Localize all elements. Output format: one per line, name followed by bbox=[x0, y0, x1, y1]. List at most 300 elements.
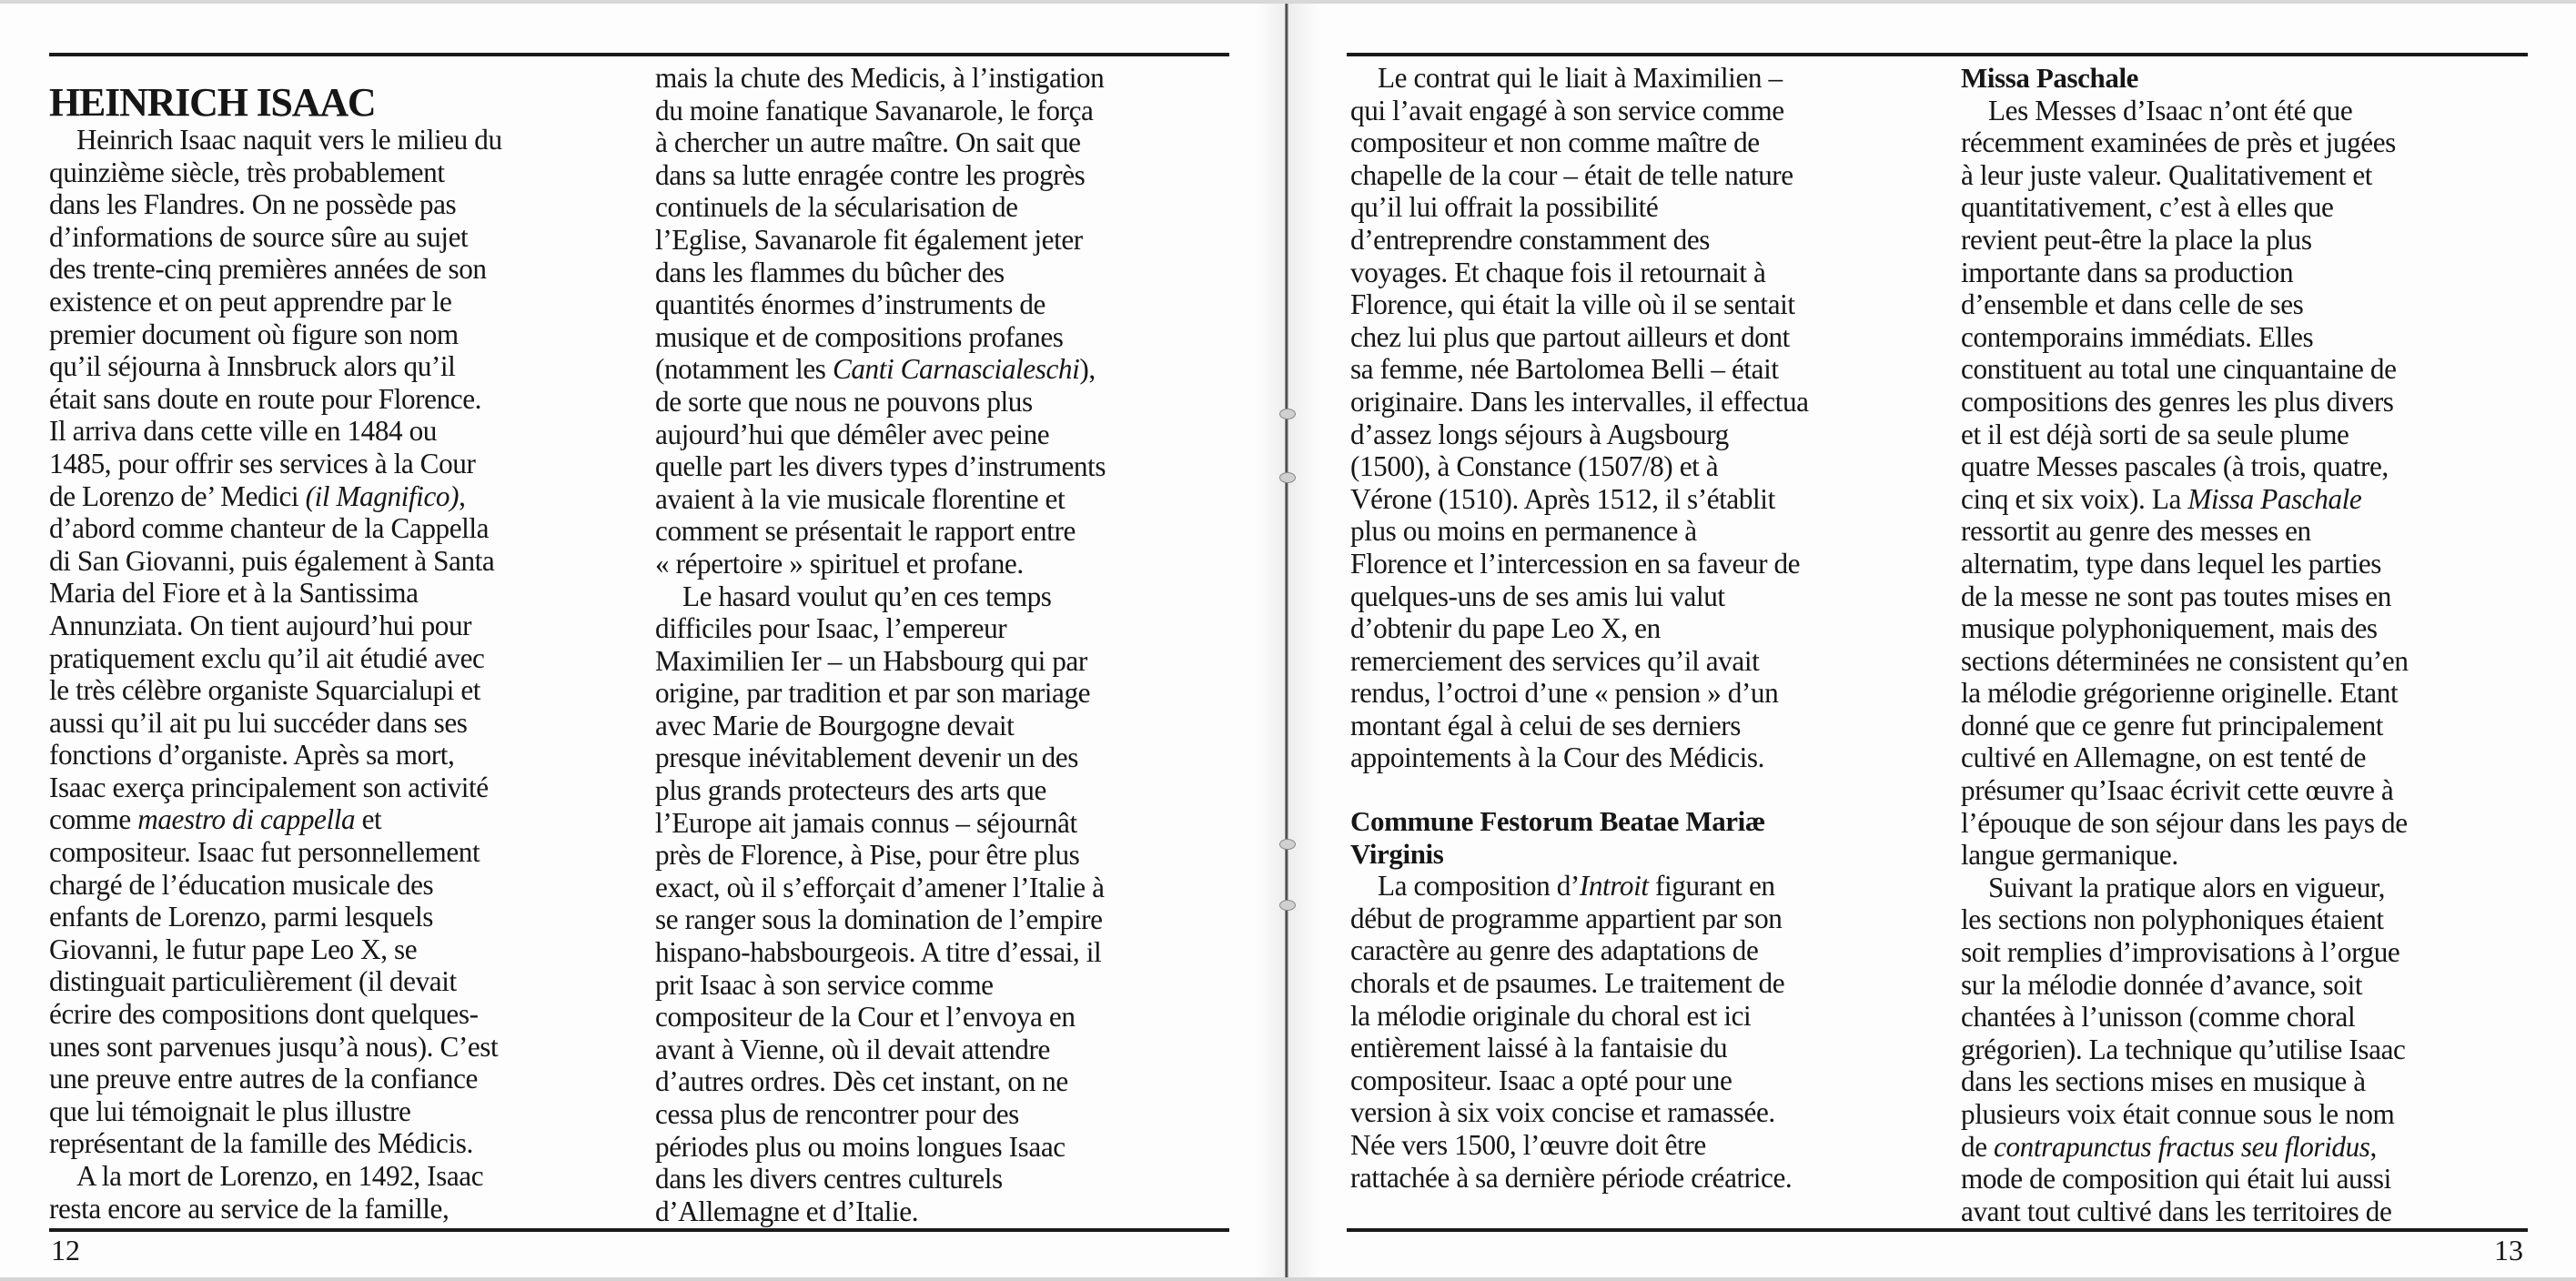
text-run: d’ensemble et dans celle de ses bbox=[1961, 288, 2304, 321]
text-line bbox=[655, 936, 1237, 969]
text-line bbox=[49, 610, 631, 642]
text-line bbox=[49, 1031, 631, 1064]
text-run: et bbox=[355, 803, 382, 836]
text-line bbox=[49, 1063, 631, 1095]
text-run: d’entreprendre constamment des bbox=[1350, 223, 1711, 256]
text-line bbox=[1961, 612, 2543, 645]
text-run: constituent au total une cinquantaine de bbox=[1961, 353, 2397, 386]
section-gap bbox=[1350, 774, 1933, 805]
text-line bbox=[655, 515, 1237, 548]
text-line bbox=[655, 710, 1237, 742]
text-line bbox=[1350, 419, 1933, 451]
text-line bbox=[655, 224, 1237, 257]
text-run: près de Florence, à Pise, pour être plus bbox=[655, 839, 1080, 872]
text-run: prit Isaac à son service comme bbox=[655, 968, 994, 1001]
page-number-right: 13 bbox=[2494, 1234, 2523, 1266]
text-run: fonctions d’organiste. Après sa mort, bbox=[49, 739, 455, 772]
text-line bbox=[49, 869, 631, 902]
italic-term: contrapunctus fractus seu floridus bbox=[1994, 1130, 2370, 1163]
text-line bbox=[49, 415, 631, 448]
text-line bbox=[1961, 774, 2543, 807]
text-run: quantités énormes d’instruments de bbox=[655, 288, 1046, 321]
text-line bbox=[655, 1163, 1237, 1195]
text-run: qui l’avait engagé à son service comme bbox=[1350, 94, 1784, 126]
text-line bbox=[49, 674, 631, 707]
text-run: continuels de la sécularisation de bbox=[655, 191, 1018, 224]
text-run: presque inévitablement devenir un des bbox=[655, 741, 1078, 774]
text-line bbox=[1350, 450, 1933, 483]
text-line bbox=[1350, 95, 1933, 127]
text-line bbox=[1350, 612, 1933, 645]
text-run: pratiquement exclu qu’il ait étudié avec bbox=[49, 641, 485, 674]
section-heading-missa-paschale: Missa Paschale bbox=[1961, 62, 2139, 94]
text-run: exact, où il s’efforçait d’amener l’Italie à bbox=[655, 871, 1105, 903]
text-line bbox=[49, 286, 631, 318]
text-line bbox=[655, 969, 1237, 1002]
text-run: , bbox=[459, 479, 466, 512]
text-line bbox=[1350, 548, 1933, 580]
text-run: musique polyphoniquement, mais des bbox=[1961, 612, 2378, 645]
text-line bbox=[1961, 580, 2543, 613]
booklet-spine bbox=[1285, 4, 1288, 1277]
text-run: Les Messes d’Isaac n’ont été que bbox=[1988, 94, 2353, 126]
text-run: mode de composition qui était lui aussi bbox=[1961, 1163, 2391, 1195]
text-run: dans les Flandres. On ne possède pas bbox=[49, 188, 457, 221]
text-line bbox=[655, 903, 1237, 936]
text-line bbox=[1350, 1064, 1933, 1097]
text-run: représentant de la famille des Médicis. bbox=[49, 1127, 473, 1160]
text-run: l’Europe ait jamais connus – séjournât bbox=[655, 806, 1077, 839]
text-line bbox=[1350, 191, 1933, 224]
top-rule bbox=[1347, 53, 2528, 56]
article-title: HEINRICH ISAAC bbox=[49, 80, 376, 125]
text-run: chargé de l’éducation musicale des bbox=[49, 868, 434, 901]
text-line bbox=[655, 774, 1237, 807]
text-line bbox=[655, 1098, 1237, 1131]
text-line bbox=[1350, 515, 1933, 548]
text-run: début de programme appartient par son bbox=[1350, 902, 1783, 934]
text-run: l’Eglise, Savanarole fit également jeter bbox=[655, 223, 1083, 256]
text-line bbox=[655, 450, 1237, 483]
text-line bbox=[1961, 969, 2543, 1002]
text-run: version à six voix concise et ramassée. bbox=[1350, 1096, 1775, 1129]
text-run: de bbox=[1961, 1130, 1995, 1163]
text-run: quelques-uns de ses amis lui valut bbox=[1350, 580, 1725, 612]
text-line bbox=[1350, 62, 1933, 95]
text-line bbox=[49, 642, 631, 675]
text-run: dans les divers centres culturels bbox=[655, 1163, 1003, 1195]
text-line bbox=[1350, 1000, 1933, 1033]
text-run: la mélodie grégorienne originelle. Etant bbox=[1961, 677, 2399, 710]
text-line bbox=[1961, 353, 2543, 386]
text-line bbox=[1350, 967, 1933, 1000]
text-run: premier document où figure son nom bbox=[49, 318, 459, 350]
staple-icon bbox=[1279, 472, 1296, 483]
text-run: Suivant la pratique alors en vigueur, bbox=[1988, 871, 2386, 903]
text-run: Florence, qui était la ville où il se sentait bbox=[1350, 288, 1795, 321]
text-line bbox=[49, 480, 631, 513]
text-line bbox=[1350, 1032, 1933, 1064]
text-line bbox=[655, 580, 1237, 613]
column-1-text bbox=[49, 124, 631, 1225]
text-line bbox=[1961, 1034, 2543, 1066]
text-run: compositeur. Isaac a opté pour une bbox=[1350, 1064, 1732, 1096]
column-1 bbox=[49, 60, 631, 1225]
text-run: plus grands protecteurs des arts que bbox=[655, 774, 1046, 807]
text-line bbox=[49, 350, 631, 383]
text-run: A la mort de Lorenzo, en 1492, Isaac bbox=[76, 1160, 484, 1192]
text-line bbox=[49, 933, 631, 966]
text-line bbox=[1961, 1131, 2543, 1164]
bottom-rule bbox=[1347, 1228, 2528, 1232]
text-run: sa femme, née Bartolomea Belli – était bbox=[1350, 353, 1779, 386]
text-line bbox=[1350, 580, 1933, 613]
text-run: écrire des compositions dont quelques- bbox=[49, 998, 479, 1031]
text-line bbox=[49, 707, 631, 740]
text-line bbox=[655, 612, 1237, 645]
text-line bbox=[655, 1065, 1237, 1098]
text-run: caractère au genre des adaptations de bbox=[1350, 934, 1759, 967]
text-run: chez lui plus que partout ailleurs et dont bbox=[1350, 320, 1790, 353]
text-line bbox=[1350, 934, 1933, 967]
text-run: d’abord comme chanteur de la Cappella bbox=[49, 512, 490, 545]
text-run: Isaac exerça principalement son activité bbox=[49, 771, 489, 803]
text-run: chantées à l’unisson (comme choral bbox=[1961, 1001, 2356, 1034]
text-line bbox=[49, 253, 631, 286]
text-line bbox=[655, 386, 1237, 419]
text-line bbox=[1961, 839, 2543, 872]
text-line bbox=[655, 1195, 1237, 1228]
text-run: difficiles pour Isaac, l’empereur bbox=[655, 612, 1007, 645]
text-run: quelle part les divers types d’instruments bbox=[655, 450, 1106, 483]
text-line bbox=[655, 1001, 1237, 1034]
bottom-rule bbox=[49, 1228, 1229, 1232]
text-run: du moine fanatique Savanarole, le força bbox=[655, 94, 1094, 126]
text-run: dans sa lutte enragée contre les progrès bbox=[655, 158, 1086, 191]
text-run: remerciement des services qu’il avait bbox=[1350, 644, 1760, 677]
italic-term: Canti Carnascialeschi bbox=[832, 353, 1080, 386]
text-line bbox=[655, 95, 1237, 127]
text-line bbox=[49, 545, 631, 578]
text-run: La composition d’ bbox=[1378, 870, 1580, 903]
text-run: d’informations de source sûre au sujet bbox=[49, 220, 469, 253]
text-line bbox=[1961, 191, 2543, 224]
text-line bbox=[1961, 386, 2543, 419]
text-line bbox=[49, 124, 631, 156]
text-line bbox=[1961, 1195, 2543, 1228]
text-run: di San Giovanni, puis également à Santa bbox=[49, 544, 495, 577]
text-run: Annunziata. On tient aujourd’hui pour bbox=[49, 609, 472, 641]
section-heading-line: Virginis bbox=[1350, 837, 1444, 870]
text-run: avant à Vienne, où il devait attendre bbox=[655, 1033, 1050, 1065]
text-line bbox=[1350, 224, 1933, 257]
text-run: Maria del Fiore et à la Santissima bbox=[49, 577, 419, 610]
text-run: alternatim, type dans lequel les parties bbox=[1961, 547, 2382, 580]
text-run: importante dans sa production bbox=[1961, 256, 2294, 288]
text-line bbox=[1961, 936, 2543, 969]
text-line bbox=[49, 156, 631, 189]
text-run: mais la chute des Medicis, à l’instigation bbox=[655, 62, 1105, 94]
text-run: cinq et six voix). La bbox=[1961, 482, 2188, 515]
column-2-text bbox=[655, 62, 1237, 1227]
text-line bbox=[1961, 903, 2543, 936]
text-line bbox=[49, 1160, 631, 1193]
text-run: à chercher un autre maître. On sait que bbox=[655, 126, 1081, 159]
text-run: Née vers 1500, l’œuvre doit être bbox=[1350, 1129, 1706, 1161]
text-line bbox=[1350, 257, 1933, 289]
text-run: compositeur et non comme maître de bbox=[1350, 126, 1760, 159]
text-line bbox=[49, 188, 631, 221]
text-run: présumer qu’Isaac écrivit cette œuvre à bbox=[1961, 774, 2394, 807]
text-run: les sections non polyphoniques étaient bbox=[1961, 903, 2384, 936]
text-run: plusieurs voix était connue sous le nom bbox=[1961, 1098, 2395, 1130]
text-line bbox=[1961, 710, 2543, 742]
text-run: que lui témoignait le plus illustre bbox=[49, 1094, 411, 1127]
text-run: (notamment les bbox=[655, 353, 833, 386]
text-run: des trente-cinq premières années de son bbox=[49, 253, 487, 286]
text-run: compositeur. Isaac fut personnellement bbox=[49, 836, 480, 869]
text-run: Vérone (1510). Après 1512, il s’établit bbox=[1350, 482, 1775, 515]
text-run: existence et on peut apprendre par le bbox=[49, 285, 452, 318]
text-line bbox=[1961, 1098, 2543, 1131]
text-line bbox=[49, 318, 631, 351]
text-run: comment se présentait le rapport entre bbox=[655, 515, 1076, 548]
text-run: soit remplies d’improvisations à l’orgue bbox=[1961, 936, 2400, 969]
text-run: enfants de Lorenzo, parmi lesquels bbox=[49, 901, 434, 933]
text-line bbox=[655, 807, 1237, 840]
text-run: compositions des genres les plus divers bbox=[1961, 385, 2394, 418]
text-line bbox=[1961, 515, 2543, 548]
staple-icon bbox=[1279, 900, 1296, 911]
italic-term: (il Magnifico) bbox=[305, 479, 460, 512]
text-run: dans les flammes du bûcher des bbox=[655, 256, 1005, 288]
text-line bbox=[1961, 741, 2543, 774]
text-run: , bbox=[2369, 1130, 2377, 1163]
column-4 bbox=[1961, 62, 2543, 1227]
text-line bbox=[1350, 870, 1933, 903]
text-run: de sorte que nous ne pouvons plus bbox=[655, 385, 1033, 418]
text-run: ressortit au genre des messes en bbox=[1961, 515, 2311, 548]
column-2 bbox=[655, 62, 1237, 1227]
text-line bbox=[49, 1127, 631, 1160]
text-run: cultivé en Allemagne, on est tenté de bbox=[1961, 741, 2367, 774]
text-line bbox=[1350, 386, 1933, 419]
text-run: rattachée à sa dernière période créatrice. bbox=[1350, 1161, 1793, 1194]
text-run: hispano-habsbourgeois. A titre d’essai, il bbox=[655, 936, 1102, 969]
text-line bbox=[49, 512, 631, 545]
text-line bbox=[49, 1095, 631, 1128]
text-run: d’obtenir du pape Leo X, en bbox=[1350, 612, 1661, 645]
text-run: revient peut-être la place la plus bbox=[1961, 223, 2312, 256]
text-line bbox=[49, 772, 631, 804]
text-line bbox=[1961, 419, 2543, 451]
section-heading-commune bbox=[1350, 805, 1933, 870]
text-line bbox=[49, 1193, 631, 1226]
text-line bbox=[1350, 710, 1933, 742]
text-run: qu’il séjourna à Innsbruck alors qu’il bbox=[49, 350, 456, 383]
text-line bbox=[655, 645, 1237, 678]
text-run: qu’il lui offrait la possibilité bbox=[1350, 191, 1659, 224]
text-run: quinzième siècle, très probablement bbox=[49, 156, 445, 188]
italic-term: Missa Paschale bbox=[2187, 482, 2362, 515]
section-heading-line: Commune Festorum Beatae Mariæ bbox=[1350, 805, 1765, 838]
text-line bbox=[1961, 1065, 2543, 1098]
text-line bbox=[49, 803, 631, 836]
text-run: le très célèbre organiste Squarcialupi et bbox=[49, 674, 481, 707]
text-run: plus ou moins en permanence à bbox=[1350, 515, 1697, 548]
text-line bbox=[49, 965, 631, 998]
text-run: contemporains immédiats. Elles bbox=[1961, 320, 2314, 353]
text-run: entièrement laissé à la fantaisie du bbox=[1350, 1032, 1728, 1064]
text-run: et il est déjà sorti de sa seule plume bbox=[1961, 418, 2349, 450]
text-line bbox=[1350, 1129, 1933, 1162]
staple-icon bbox=[1279, 839, 1296, 850]
text-line bbox=[1350, 677, 1933, 710]
text-run: Le contrat qui le liait à Maximilien – bbox=[1378, 62, 1783, 94]
staple-icon bbox=[1279, 409, 1296, 419]
text-run: Il arriva dans cette ville en 1484 ou bbox=[49, 415, 437, 448]
text-run: chorals et de psaumes. Le traitement de bbox=[1350, 967, 1785, 1000]
text-line bbox=[1961, 95, 2543, 127]
text-line bbox=[49, 998, 631, 1031]
text-run: d’assez longs séjours à Augsbourg bbox=[1350, 418, 1729, 450]
text-run: voyages. Et chaque fois il retournait à bbox=[1350, 256, 1766, 288]
text-run: à leur juste valeur. Qualitativement et bbox=[1961, 158, 2373, 191]
text-line bbox=[655, 321, 1237, 354]
text-line bbox=[655, 288, 1237, 321]
column-3 bbox=[1350, 62, 1933, 1194]
text-run: d’autres ordres. Dès cet instant, on ne bbox=[655, 1065, 1068, 1098]
text-run: avant tout cultivé dans les territoires de bbox=[1961, 1195, 2392, 1227]
text-line bbox=[1350, 288, 1933, 321]
text-line bbox=[1350, 645, 1933, 678]
text-run: distinguait particulièrement (il devait bbox=[49, 965, 457, 998]
text-run: récemment examinées de près et jugées bbox=[1961, 126, 2396, 159]
text-line bbox=[655, 353, 1237, 386]
text-run: périodes plus ou moins longues Isaac bbox=[655, 1130, 1066, 1163]
text-run: Giovanni, le futur pape Leo X, se bbox=[49, 933, 418, 965]
text-run: musique et de compositions profanes bbox=[655, 320, 1064, 353]
text-run: Florence et l’intercession en sa faveur de bbox=[1350, 547, 1801, 580]
text-run: quantitativement, c’est à elles que bbox=[1961, 191, 2334, 224]
text-run: la mélodie originale du choral est ici bbox=[1350, 999, 1752, 1032]
italic-term: maestro di cappella bbox=[137, 803, 356, 836]
top-rule bbox=[49, 53, 1229, 56]
text-run: « répertoire » spirituel et profane. bbox=[655, 547, 1024, 580]
text-run: chapelle de la cour – était de telle nature bbox=[1350, 158, 1793, 191]
text-line bbox=[655, 839, 1237, 872]
text-line bbox=[49, 448, 631, 480]
text-run: cessa plus de rencontrer pour des bbox=[655, 1098, 1019, 1130]
text-line bbox=[655, 677, 1237, 710]
text-line bbox=[1961, 321, 2543, 354]
text-line bbox=[655, 257, 1237, 289]
text-run: resta encore au service de la famille, bbox=[49, 1192, 450, 1225]
text-line bbox=[1961, 548, 2543, 580]
text-run: d’Allemagne et d’Italie. bbox=[655, 1195, 919, 1227]
italic-term: Introit bbox=[1579, 870, 1649, 903]
text-line bbox=[1961, 1163, 2543, 1195]
text-line bbox=[1350, 483, 1933, 516]
text-run: 1485, pour offrir ses services à la Cour bbox=[49, 447, 476, 479]
text-line bbox=[655, 548, 1237, 580]
text-line bbox=[1350, 159, 1933, 192]
text-line bbox=[1350, 1162, 1933, 1195]
text-run: appointements à la Cour des Médicis. bbox=[1350, 741, 1765, 774]
text-line bbox=[1961, 450, 2543, 483]
text-line bbox=[49, 836, 631, 869]
text-line bbox=[655, 483, 1237, 516]
text-run: avec Marie de Bourgogne devait bbox=[655, 709, 1015, 741]
text-line bbox=[655, 1034, 1237, 1066]
text-line bbox=[49, 577, 631, 610]
text-run: aujourd’hui que démêler avec peine bbox=[655, 418, 1050, 450]
text-line bbox=[1961, 872, 2543, 904]
text-line bbox=[1961, 677, 2543, 710]
text-run: une preuve entre autres de la confiance bbox=[49, 1063, 479, 1095]
text-run: ), bbox=[1079, 353, 1096, 386]
column-3-text-part1 bbox=[1350, 62, 1933, 774]
text-run: sections déterminées ne consistent qu’en bbox=[1961, 644, 2409, 677]
text-run: originaire. Dans les intervalles, il effectua bbox=[1350, 385, 1809, 418]
text-run: se ranger sous la domination de l’empire bbox=[655, 903, 1103, 936]
text-run: langue germanique. bbox=[1961, 839, 2178, 872]
text-line bbox=[1961, 159, 2543, 192]
text-run: unes sont parvenues jusqu’à nous). C’est bbox=[49, 1030, 499, 1063]
text-line bbox=[655, 62, 1237, 95]
text-line bbox=[1350, 903, 1933, 935]
text-line bbox=[655, 419, 1237, 451]
text-line bbox=[1961, 807, 2543, 840]
text-line bbox=[1350, 741, 1933, 774]
text-run: (1500), à Constance (1507/8) et à bbox=[1350, 450, 1719, 483]
text-line bbox=[1961, 257, 2543, 289]
text-line bbox=[655, 872, 1237, 904]
text-run: compositeur de la Cour et l’envoya en bbox=[655, 1001, 1076, 1034]
text-line bbox=[1961, 224, 2543, 257]
text-line bbox=[1961, 645, 2543, 678]
text-run: montant égal à celui de ses derniers bbox=[1350, 709, 1741, 741]
text-run: Maximilien Ier – un Habsbourg qui par bbox=[655, 644, 1087, 677]
text-run: aussi qu’il ait pu lui succéder dans ses bbox=[49, 706, 468, 739]
text-run: rendus, l’octroi d’une « pension » d’un bbox=[1350, 677, 1779, 710]
text-run: grégorien). La technique qu’utilise Isaac bbox=[1961, 1033, 2406, 1065]
text-run: était sans doute en route pour Florence. bbox=[49, 382, 482, 415]
text-line bbox=[655, 159, 1237, 192]
text-run: avaient à la vie musicale florentine et bbox=[655, 482, 1066, 515]
text-run: Heinrich Isaac naquit vers le milieu du bbox=[76, 124, 502, 156]
text-run: l’épouque de son séjour dans les pays de bbox=[1961, 806, 2408, 839]
text-run: de Lorenzo de’ Medici bbox=[49, 479, 306, 512]
column-4-text bbox=[1961, 95, 2543, 1228]
text-line bbox=[1350, 353, 1933, 386]
text-line bbox=[655, 191, 1237, 224]
text-line bbox=[655, 126, 1237, 159]
text-run: figurant en bbox=[1648, 870, 1775, 903]
text-line bbox=[49, 901, 631, 933]
text-line bbox=[1350, 321, 1933, 354]
text-line bbox=[655, 741, 1237, 774]
text-line bbox=[49, 739, 631, 772]
text-run: Le hasard voulut qu’en ces temps bbox=[682, 580, 1052, 612]
text-run: dans les sections mises en musique à bbox=[1961, 1065, 2366, 1098]
text-line bbox=[1350, 126, 1933, 159]
text-line bbox=[1961, 126, 2543, 159]
text-line bbox=[655, 1131, 1237, 1164]
text-run: donné que ce genre fut principalement bbox=[1961, 709, 2384, 741]
column-3-text-part2 bbox=[1350, 870, 1933, 1194]
text-run: quatre Messes pascales (à trois, quatre, bbox=[1961, 450, 2389, 483]
